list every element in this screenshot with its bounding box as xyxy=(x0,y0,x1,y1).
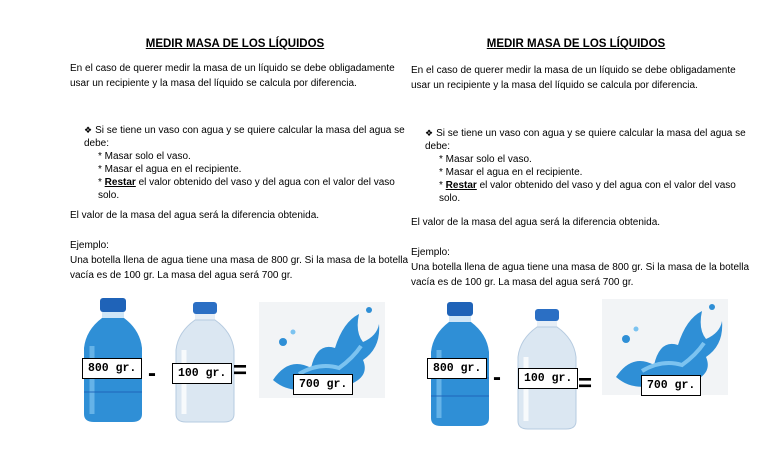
empty-bottle-label: 100 gr. xyxy=(172,363,232,384)
bullet-block xyxy=(84,124,414,202)
example-text-2: Una botella llena de agua tiene una masa de 800 gr. Si la masa de la botella vacía es de 100 gr. La masa del agua será 700 gr. xyxy=(411,262,750,288)
example-label-2: Ejemplo: xyxy=(411,247,450,258)
step-3-2: * Restar el valor obtenido del vaso y del agua con el valor del vaso solo. xyxy=(439,180,736,204)
bullet-block-2 xyxy=(425,127,755,205)
step-2-2: * Masar el agua en el recipiente. xyxy=(439,167,583,178)
intro-paragraph-2: En el caso de querer medir la masa de un líquido se debe obligadamente usar un recipiente y la masa del líquido se calcula por diferencia. xyxy=(411,65,736,91)
empty-bottle-label-2: 100 gr. xyxy=(518,368,578,389)
equals-sign: = xyxy=(233,357,248,384)
step-3: * Restar el valor obtenido del vaso y del agua con el valor del vaso solo. xyxy=(98,177,395,201)
minus-sign: - xyxy=(148,360,156,387)
conclusion: El valor de la masa del agua será la diferencia obtenida. xyxy=(70,210,320,221)
intro-paragraph: En el caso de querer medir la masa de un líquido se debe obligadamente usar un recipiente y la masa del líquido se calcula por diferencia. xyxy=(70,63,395,89)
conclusion-2: El valor de la masa del agua será la diferencia obtenida. xyxy=(411,217,661,228)
bullet-lead: ❖ Si se tiene un vaso con agua y se quiere calcular la masa del agua se debe: xyxy=(84,125,405,149)
page-title-2: MEDIR MASA DE LOS LÍQUIDOS xyxy=(486,38,666,50)
diamond-bullet-icon: ❖ xyxy=(425,128,434,138)
bullet-lead-2: ❖ Si se tiene un vaso con agua y se quiere calcular la masa del agua se debe: xyxy=(425,128,746,152)
full-bottle-label: 800 gr. xyxy=(82,358,142,379)
step-2: * Masar el agua en el recipiente. xyxy=(98,164,242,175)
example-label: Ejemplo: xyxy=(70,240,109,251)
empty-bottle-icon xyxy=(172,300,238,424)
minus-sign-2: - xyxy=(493,364,501,391)
example-text: Una botella llena de agua tiene una masa de 800 gr. Si la masa de la botella vacía es de 100 gr. La masa del agua será 700 gr. xyxy=(70,255,409,281)
step-1: * Masar solo el vaso. xyxy=(98,151,191,162)
step-1-2: * Masar solo el vaso. xyxy=(439,154,532,165)
water-label: 700 gr. xyxy=(293,374,353,395)
diamond-bullet-icon: ❖ xyxy=(84,125,93,135)
page-title: MEDIR MASA DE LOS LÍQUIDOS xyxy=(145,38,325,50)
water-label-2: 700 gr. xyxy=(641,375,701,396)
equals-sign-2: = xyxy=(578,370,593,397)
full-bottle-label-2: 800 gr. xyxy=(427,358,487,379)
